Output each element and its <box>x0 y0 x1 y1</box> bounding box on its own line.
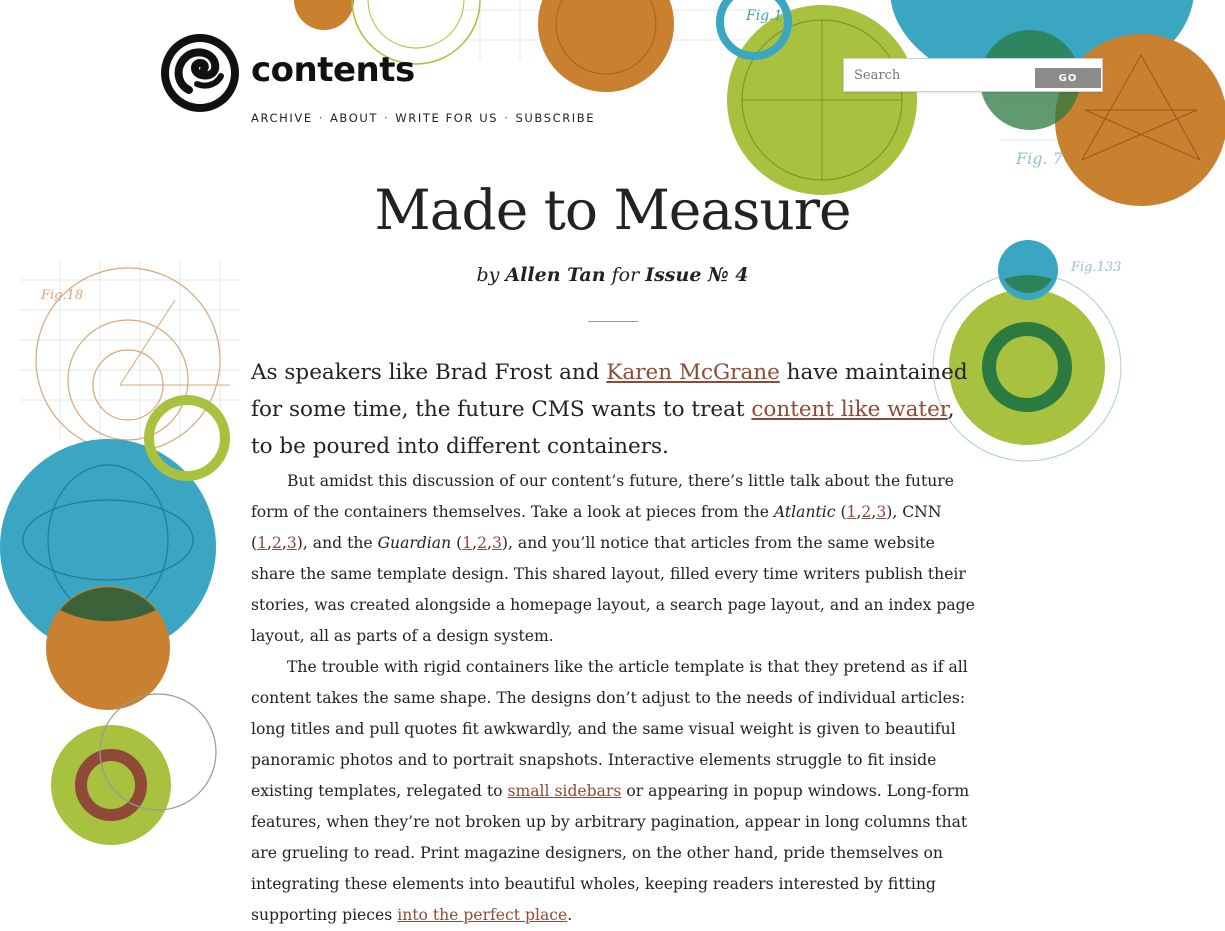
body-text: . <box>567 906 573 924</box>
lede-text: As speakers like Brad Frost and <box>251 360 607 385</box>
cnn-link-2[interactable]: 2 <box>271 534 282 552</box>
karen-mcgrane-link[interactable]: Karen McGrane <box>606 360 780 385</box>
body-text: The trouble with rigid containers like the article template is that they pretend as if all content takes the same shape. The designs don’t adjust to the needs of individual articles: long titles and pull quotes fit awkwardly, and the same visual weight is given to beautiful panoramic photos and to portrait snapshots. Interactive elements struggle to fit inside existing templates, relegated to <box>251 658 968 800</box>
logo-mark-icon <box>159 32 241 114</box>
nav-separator: · <box>318 111 324 125</box>
atlantic-link-3[interactable]: 3 <box>876 503 887 521</box>
content-like-water-link[interactable]: content like water <box>751 397 948 422</box>
atlantic-link-1[interactable]: 1 <box>846 503 857 521</box>
nav-subscribe-link[interactable]: SUBSCRIBE <box>515 111 596 125</box>
fig-label: Fig.133 <box>1071 260 1122 275</box>
green-outline-circle <box>368 0 464 48</box>
green-ring <box>149 400 225 476</box>
nav-separator: · <box>504 111 510 125</box>
body-text: But amidst this discussion of our content’s future, there’s little talk about the future form of the containers themselves. Take a look at pieces from the <box>251 472 954 521</box>
search-go-button[interactable]: GO <box>1035 68 1101 88</box>
nav-write-for-us-link[interactable]: WRITE FOR US <box>395 111 499 125</box>
orange-circle <box>294 0 354 30</box>
paragraph-1: But amidst this discussion of our content’s future, there’s little talk about the future form of the containers themselves. Take a look at pieces from the Atlantic (1,2,3), CNN (1,2,3), and the Guardian (1,2,3), and you’ll notice that articles from the same website share the same template design. This shared layout, filled every time writers publish their stories, was created alongside a homepage layout, a search page layout, and an index page layout, all as parts of a design system. <box>251 472 975 645</box>
byline-for: for <box>611 264 640 286</box>
cnn-link-3[interactable]: 3 <box>286 534 297 552</box>
paragraph-2 <box>251 652 981 931</box>
article-byline <box>0 264 1225 286</box>
guardian-name: Guardian <box>377 534 452 552</box>
article-body <box>251 466 981 931</box>
guardian-link-3[interactable]: 3 <box>491 534 502 552</box>
byline-issue: Issue № 4 <box>645 264 749 286</box>
site-logo[interactable] <box>159 32 415 114</box>
atlantic-link-2[interactable]: 2 <box>861 503 872 521</box>
fig-label: Fig.10 <box>746 8 792 24</box>
fig-label: Fig.18 <box>41 288 84 303</box>
body-text: , CNN <box>892 503 942 521</box>
byline-by: by <box>476 264 500 286</box>
body-text: , and the <box>302 534 378 552</box>
byline-author: Allen Tan <box>505 264 606 286</box>
body-text: , and you’ll notice that articles from the same website share the same template design. This shared layout, filled every time writers publish their stories, was created alongside a homepage layout, a search page layout, and an index page layout, all as parts of a design system. <box>251 534 975 645</box>
article-lede <box>251 354 981 465</box>
main-nav <box>251 111 595 125</box>
cnn-link-1[interactable]: 1 <box>257 534 268 552</box>
nav-archive-link[interactable]: ARCHIVE <box>251 111 313 125</box>
nav-separator: · <box>384 111 390 125</box>
small-sidebars-link[interactable]: small sidebars <box>507 782 622 800</box>
orange-circle <box>538 0 674 92</box>
fig-label: Fig. 7 <box>1016 149 1063 168</box>
perfect-place-link[interactable]: into the perfect place <box>397 906 568 924</box>
body-text: or appearing in popup windows. Long-form features, when they’re not broken up by arbitrary pagination, appear in long columns that are grueling to read. Print magazine designers, on the other hand, pride themselves on integrating these elements into beautiful wholes, keeping readers interested by fitting supporting pieces <box>251 782 970 924</box>
article-title: Made to Measure <box>374 178 851 242</box>
search-input[interactable] <box>852 63 1026 87</box>
nav-about-link[interactable]: ABOUT <box>329 111 379 125</box>
lede-text: , to be poured into different containers. <box>251 397 955 459</box>
search-box <box>843 58 1103 92</box>
guardian-link-2[interactable]: 2 <box>477 534 487 552</box>
guardian-link-1[interactable]: 1 <box>462 534 473 552</box>
site-name: contents <box>251 50 415 90</box>
lede-text: have maintained for some time, the future CMS wants to treat <box>251 360 968 422</box>
title-divider <box>588 321 638 322</box>
atlantic-name: Atlantic <box>773 503 836 521</box>
